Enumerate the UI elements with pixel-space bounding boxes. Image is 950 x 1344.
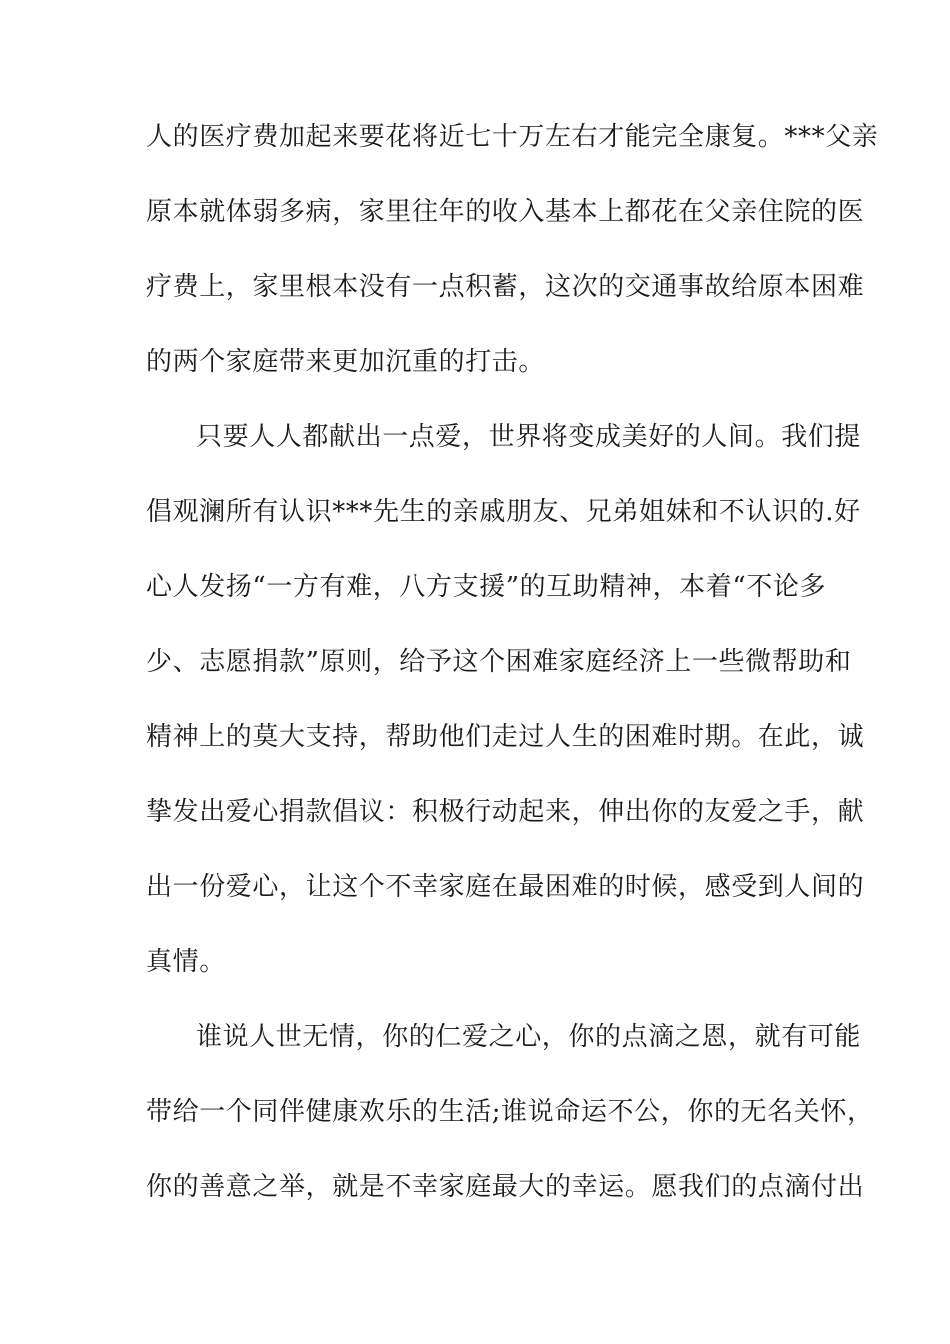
paragraph-start-line: 只要人人都献出一点爱，世界将变成美好的人间。我们提 [196,422,862,452]
text-line: 真情。 [146,947,226,977]
text-line: 人的医疗费加起来要花将近七十万左右才能完全康复。***父亲 [146,122,879,152]
text-line: 疗费上，家里根本没有一点积蓄，这次的交通事故给原本困难 [146,272,865,302]
text-line: 你的善意之举，就是不幸家庭最大的幸运。愿我们的点滴付出 [146,1172,865,1202]
text-line: 出一份爱心，让这个不幸家庭在最困难的时候，感受到人间的 [146,872,865,902]
text-line: 倡观澜所有认识***先生的亲戚朋友、兄弟姐妹和不认识的.好 [146,497,861,527]
text-line: 挚发出爱心捐款倡议：积极行动起来，伸出你的友爱之手，献 [146,797,865,827]
text-line: 心人发扬“一方有难，八方支援”的互助精神，本着“不论多 [146,572,827,602]
text-line: 精神上的莫大支持，帮助他们走过人生的困难时期。在此，诚 [146,722,865,752]
text-line: 少、志愿捐款”原则，给予这个困难家庭经济上一些微帮助和 [146,647,852,677]
text-line: 原本就体弱多病，家里往年的收入基本上都花在父亲住院的医 [146,197,865,227]
document-body [146,117,879,1242]
text-line: 的两个家庭带来更加沉重的打击。 [146,347,546,377]
text-line: 带给一个同伴健康欢乐的生活;谁说命运不公，你的无名关怀， [146,1097,874,1127]
paragraph-start-line: 谁说人世无情，你的仁爱之心，你的点滴之恩，就有可能 [196,1022,862,1052]
